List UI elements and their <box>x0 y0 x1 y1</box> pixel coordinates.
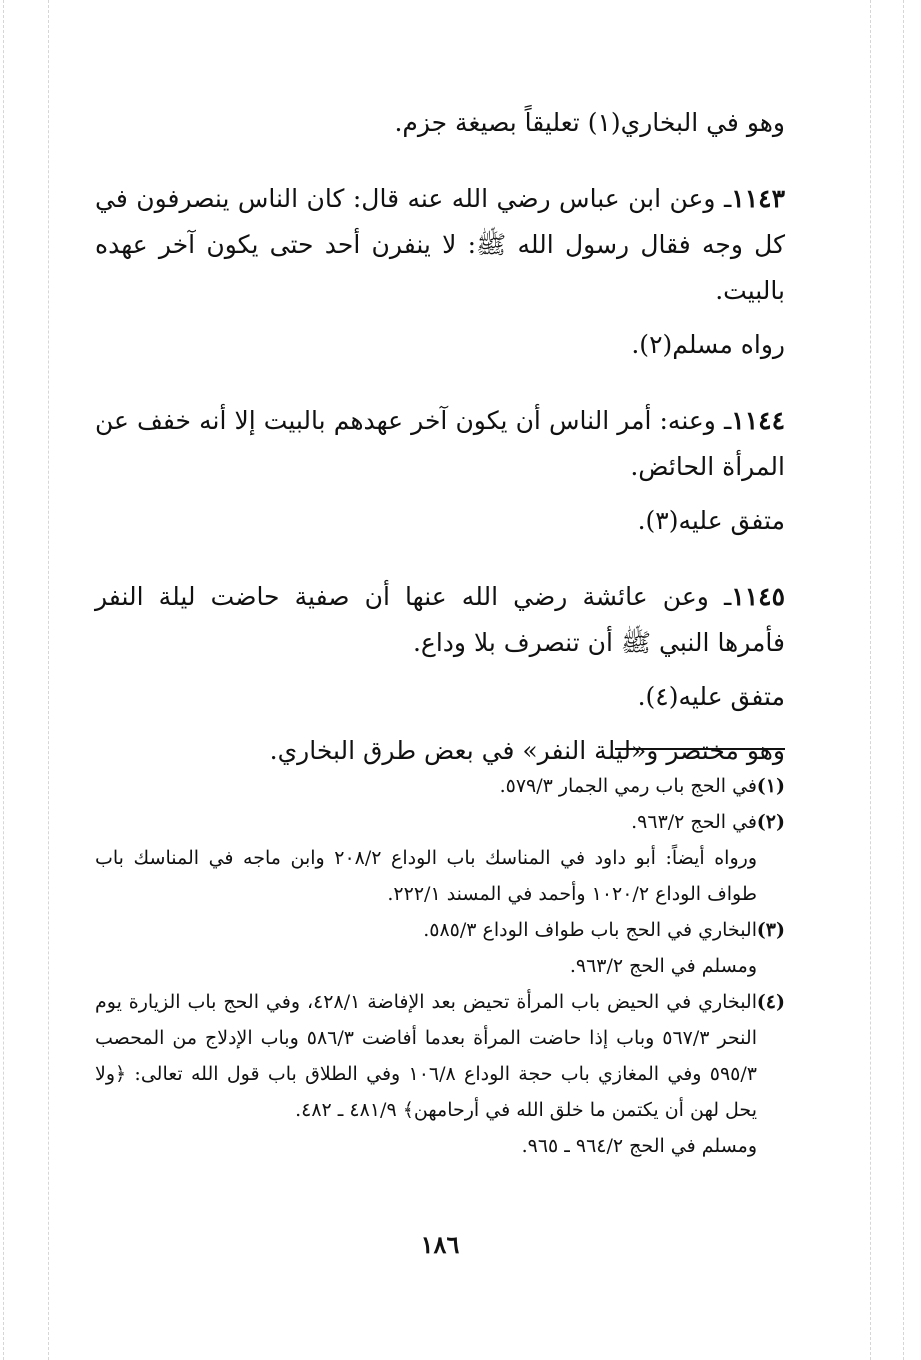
hadith-note: وهو مختصر و«ليلة النفر» في بعض طرق البخاري. <box>269 736 785 765</box>
main-text <box>95 100 785 774</box>
footnote-text: في الحج ٩٦٣/٢. <box>631 811 757 833</box>
footnote-3-continued <box>95 948 785 984</box>
footnote-divider <box>615 748 785 750</box>
footnote-text: في الحج باب رمي الجمار ٥٧٩/٣. <box>499 775 757 797</box>
scan-guide-line <box>3 0 4 1360</box>
hadith-source: رواه مسلم(٢). <box>631 330 785 359</box>
hadith-source: متفق عليه(٣). <box>637 506 785 535</box>
footnote-text: ومسلم في الحج ٩٦٣/٢. <box>569 955 757 977</box>
footnote-number: (٤) <box>756 991 785 1013</box>
page-number: ١٨٦ <box>420 1230 460 1259</box>
footnote-4 <box>95 984 785 1128</box>
scan-guide-line <box>870 0 871 1360</box>
footnote-text: ومسلم في الحج ٩٦٤/٢ ـ ٩٦٥. <box>521 1135 757 1157</box>
scan-guide-line <box>903 0 904 1360</box>
hadith-number: ١١٤٣ <box>731 184 785 213</box>
hadith-1144 <box>95 398 785 490</box>
book-page <box>95 100 785 1330</box>
footnote-number: (١) <box>756 775 785 797</box>
footnote-4-continued <box>95 1128 785 1164</box>
hadith-1143 <box>95 176 785 314</box>
hadith-text: ـ وعن ابن عباس رضي الله عنه قال: كان الناس ينصرفون في كل وجه فقال رسول الله ﷺ: لا ينفرن أحد حتى يكون آخر عهده بالبيت. <box>95 184 785 305</box>
footnote-text: ورواه أيضاً: أبو داود في المناسك باب الوداع ٢٠٨/٢ وابن ماجه في المناسك باب طواف الوداع ١٠٢٠/٢ وأحمد في المسند ٢٢٢/١. <box>95 847 757 905</box>
footnote-text: البخاري في الحيض باب المرأة تحيض بعد الإفاضة ٤٢٨/١، وفي الحج باب الزيارة يوم النحر ٥٦٧/٣ وباب إذا حاضت المرأة بعدما أفاضت ٥٨٦/٣ وباب الإدلاج من المحصب ٥٩٥/٣ وفي المغازي باب حجة الوداع ١٠٦/٨ وفي الطلاق باب قول الله تعالى: ﴿ولا يحل لهن أن يكتمن ما خلق الله في أرحامهن﴾ ٤٨١/٩ ـ ٤٨٢. <box>95 991 757 1121</box>
hadith-1145 <box>95 574 785 666</box>
hadith-source: متفق عليه(٤). <box>637 682 785 711</box>
footnote-2-continued <box>95 840 785 912</box>
hadith-number: ١١٤٤ <box>731 406 785 435</box>
intro-line: وهو في البخاري(١) تعليقاً بصيغة جزم. <box>394 108 785 137</box>
footnote-number: (٢) <box>756 811 785 833</box>
footnote-number: (٣) <box>756 919 785 941</box>
footnote-2 <box>95 804 785 840</box>
footnote-3 <box>95 912 785 948</box>
hadith-number: ١١٤٥ <box>731 582 785 611</box>
hadith-text: ـ وعن عائشة رضي الله عنها أن صفية حاضت ليلة النفر فأمرها النبي ﷺ أن تنصرف بلا وداع. <box>95 582 785 657</box>
hadith-text: ـ وعنه: أمر الناس أن يكون آخر عهدهم بالبيت إلا أنه خفف عن المرأة الحائض. <box>95 406 785 481</box>
footnotes <box>95 768 785 1164</box>
footnote-text: البخاري في الحج باب طواف الوداع ٥٨٥/٣. <box>423 919 757 941</box>
scan-guide-line <box>48 0 49 1360</box>
footnote-1 <box>95 768 785 804</box>
